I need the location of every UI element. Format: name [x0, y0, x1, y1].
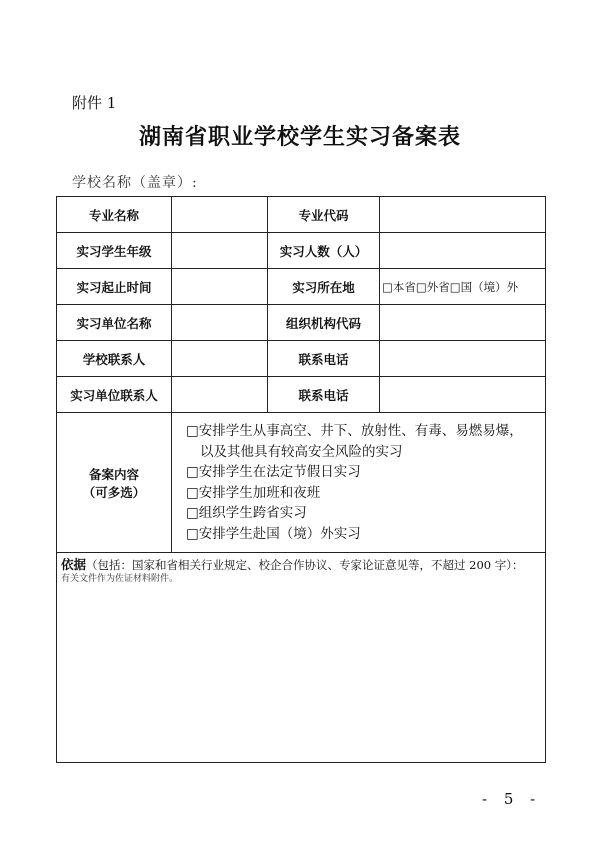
field-major-code[interactable] [380, 197, 546, 233]
record-content-options [172, 413, 546, 553]
form-row [57, 233, 546, 269]
field-company-phone[interactable] [380, 377, 546, 413]
page-title: 湖南省职业学校学生实习备案表 [138, 124, 461, 150]
option-overtime-night[interactable]: □安排学生加班和夜班 [186, 484, 321, 501]
record-content-multi-hint: （可多选） [82, 484, 146, 500]
label-company-name: 实习单位名称 [57, 305, 172, 341]
checkbox-local[interactable]: □ [382, 279, 393, 294]
page-number: - 5 - [482, 790, 542, 808]
basis-row [57, 553, 546, 763]
label-org-code: 组织机构代码 [268, 305, 380, 341]
option-local-label: 本省 [392, 279, 416, 294]
label-school-contact: 学校联系人 [57, 341, 172, 377]
option-abroad-label: 国（境）外 [460, 279, 519, 294]
field-company-contact[interactable] [172, 377, 268, 413]
option-cross-province[interactable]: □组织学生跨省实习 [186, 505, 307, 521]
option-high-risk-cont: 以及其他具有较高安全风险的实习 [200, 443, 403, 460]
label-record-content [57, 413, 172, 553]
field-school-phone[interactable] [380, 341, 546, 377]
label-major-code: 专业代码 [268, 197, 380, 233]
checkbox-other-province[interactable]: □ [415, 279, 427, 294]
option-other-province-label: 外省 [426, 279, 450, 294]
option-holiday[interactable]: □安排学生在法定节假日实习 [186, 464, 361, 480]
field-intern-count[interactable] [380, 233, 546, 269]
checkbox-abroad[interactable]: □ [449, 279, 461, 294]
field-org-code[interactable] [380, 305, 546, 341]
option-abroad-internship[interactable]: □安排学生赴国（境）外实习 [186, 525, 361, 542]
label-company-contact: 实习单位联系人 [57, 377, 172, 413]
label-intern-count: 实习人数（人） [268, 233, 380, 269]
content-row [57, 413, 546, 553]
basis-field[interactable] [57, 553, 546, 763]
form-row [57, 269, 546, 305]
record-form-table [56, 196, 546, 763]
field-student-grade[interactable] [172, 233, 268, 269]
record-content-title: 备案内容 [88, 466, 139, 482]
label-major-name: 专业名称 [57, 197, 172, 233]
basis-instructions: （包括：国家和省相关行业规定、校企合作协议、专家论证意见等，不超过 200 字）： [86, 558, 524, 572]
attachment-label: 附件 1 [72, 94, 117, 112]
option-high-risk[interactable]: □安排学生从事高空、井下、放射性、有毒、易燃易爆， [186, 423, 523, 439]
form-row [57, 305, 546, 341]
label-school-phone: 联系电话 [268, 341, 380, 377]
school-name-label: 学校名称（盖章）: [72, 175, 198, 191]
field-internship-period[interactable] [172, 269, 268, 305]
field-school-contact[interactable] [172, 341, 268, 377]
basis-label: 依据 [61, 557, 87, 572]
label-company-phone: 联系电话 [268, 377, 380, 413]
form-row [57, 197, 546, 233]
field-major-name[interactable] [172, 197, 268, 233]
location-options [380, 269, 546, 305]
label-student-grade: 实习学生年级 [57, 233, 172, 269]
form-row [57, 377, 546, 413]
label-internship-location: 实习所在地 [268, 269, 380, 305]
basis-note: 有关文件作为佐证材料附件。 [61, 574, 179, 584]
field-company-name[interactable] [172, 305, 268, 341]
form-row [57, 341, 546, 377]
label-internship-period: 实习起止时间 [57, 269, 172, 305]
